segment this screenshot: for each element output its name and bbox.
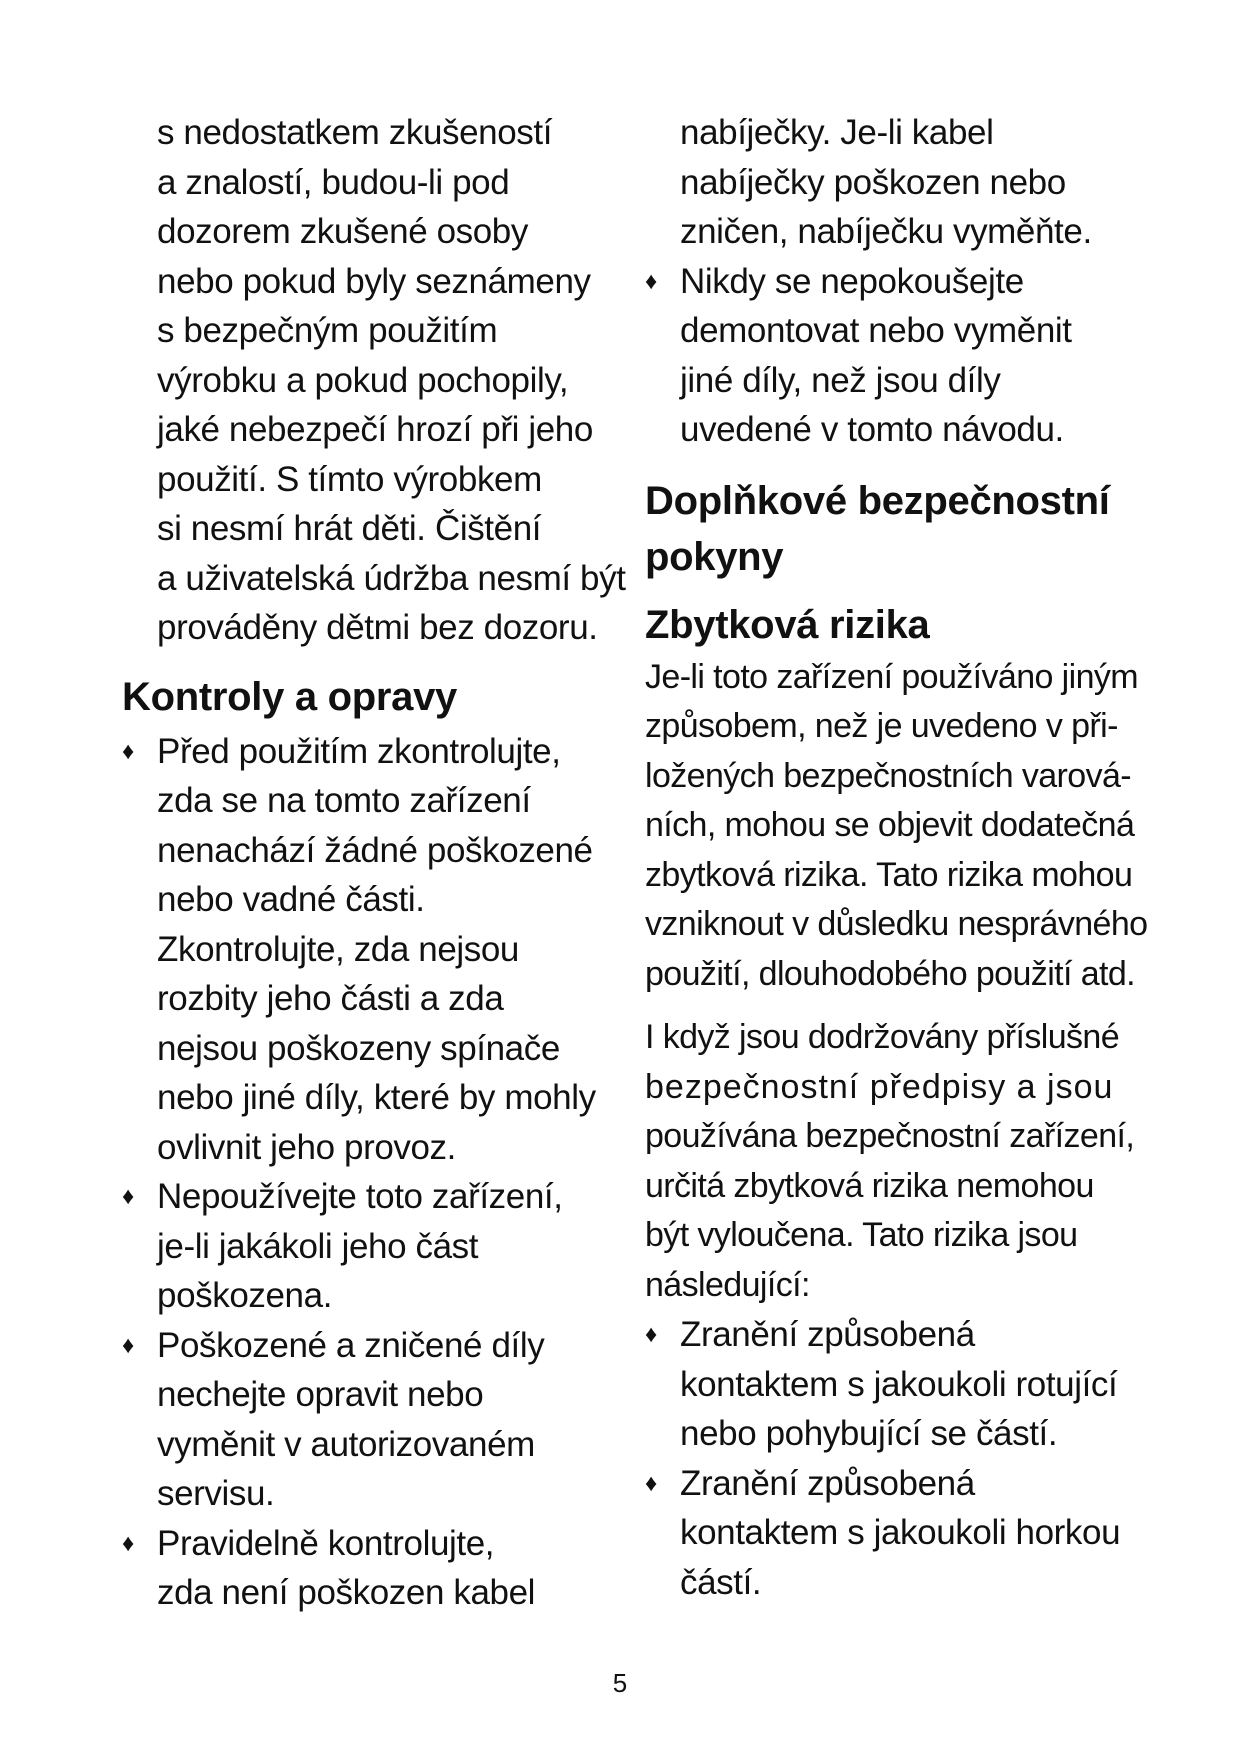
text-line: nebo pokud byly seznámeny: [157, 261, 591, 301]
diamond-bullet-icon: ♦: [645, 1469, 658, 1497]
bullet-item-repair-service: [122, 1321, 610, 1519]
text-line: zbytková rizika. Tato rizika mohou: [645, 855, 1133, 894]
text-line: způsobem, než je uvedeno v při-: [645, 707, 1118, 745]
section-heading-additional-safety: [645, 473, 1135, 585]
text-line: nabíječky poškozen nebo: [680, 162, 1066, 202]
heading-line: pokyny: [645, 534, 784, 579]
text-line: nechejte opravit nebo: [157, 1375, 484, 1414]
intro-paragraph: [122, 108, 626, 653]
text-line: nenachází žádné poškozené: [157, 830, 593, 870]
text-line: ložených bezpečnostních varová-: [645, 756, 1132, 795]
heading-line: Doplňkové bezpečnostní: [645, 478, 1110, 523]
text-line: Nepoužívejte toto zařízení,: [157, 1177, 563, 1216]
text-line: uvedené v tomto návodu.: [680, 410, 1064, 449]
text-line: jiné díly, než jsou díly: [680, 360, 1001, 400]
bullet-item-check-before-use: [122, 727, 610, 1173]
text-line: I když jsou dodržovány příslušné: [645, 1018, 1120, 1056]
section-heading-residual-risks: Zbytková rizika: [645, 602, 930, 647]
paragraph-residual-risks-intro: [645, 653, 1148, 1000]
text-line: poškozena.: [157, 1276, 333, 1315]
text-line: zda není poškozen kabel: [157, 1573, 536, 1612]
diamond-bullet-icon: ♦: [122, 1331, 135, 1359]
diamond-bullet-icon: ♦: [645, 1321, 658, 1348]
text-line: Zranění způsobená: [680, 1463, 975, 1503]
text-line: nejsou poškozeny spínače: [157, 1028, 560, 1068]
left-column: [122, 108, 626, 1618]
diamond-bullet-icon: ♦: [122, 1183, 135, 1210]
text-line: servisu.: [157, 1474, 275, 1513]
paragraph-residual-risks-list-intro: [645, 1013, 1135, 1310]
text-line: částí.: [680, 1562, 762, 1602]
diamond-bullet-icon: ♦: [122, 737, 135, 765]
bullet-item-hot-parts: [645, 1459, 1135, 1608]
text-line: výrobku a pokud pochopily,: [157, 360, 569, 400]
text-line: kontaktem s jakoukoli rotující: [680, 1364, 1118, 1404]
text-line: a znalostí, budou-li pod: [157, 162, 510, 202]
text-line: nabíječky. Je-li kabel: [680, 113, 994, 152]
text-line: Zkontrolujte, zda nejsou: [157, 929, 520, 969]
text-line: a uživatelská údržba nesmí být: [157, 558, 626, 598]
text-line: následující:: [645, 1265, 810, 1304]
text-line: být vyloučena. Tato rizika jsou: [645, 1216, 1078, 1254]
text-line: Je-li toto zařízení používáno jiným: [645, 657, 1139, 696]
text-line: zničen, nabíječku vyměňte.: [680, 212, 1092, 251]
page-number: 5: [612, 1668, 628, 1698]
text-line: vyměnit v autorizovaném: [157, 1424, 535, 1464]
diamond-bullet-icon: ♦: [645, 267, 658, 295]
text-line: demontovat nebo vyměnit: [680, 311, 1072, 350]
text-line: s nedostatkem zkušeností: [157, 113, 553, 152]
bullet-item-rotating-parts: [645, 1310, 1135, 1459]
text-line: použití. S tímto výrobkem: [157, 459, 542, 499]
text-line: určitá zbytková rizika nemohou: [645, 1166, 1094, 1205]
text-line: nebo jiné díly, které by mohly: [157, 1078, 596, 1117]
text-line: si nesmí hrát děti. Čištění: [157, 509, 542, 548]
text-line: Pravidelně kontrolujte,: [157, 1523, 495, 1563]
text-line: jaké nebezpečí hrozí při jeho: [157, 410, 593, 449]
text-line: ních, mohou se objevit dodatečná: [645, 806, 1135, 844]
text-line: Zranění způsobená: [680, 1315, 975, 1354]
bullet-item-do-not-use-damaged: [122, 1172, 610, 1321]
text-line: Před použitím zkontrolujte,: [157, 731, 561, 771]
bullet-item-check-cable: [122, 1519, 610, 1618]
text-line: Nikdy se nepokoušejte: [680, 261, 1024, 301]
continuation-paragraph: [645, 108, 1135, 257]
text-line: s bezpečným použitím: [157, 311, 498, 350]
section-heading-checks-repairs: Kontroly a opravy: [122, 674, 457, 719]
text-line: použití, dlouhodobého použití atd.: [645, 954, 1135, 993]
text-line: zda se na tomto zařízení: [157, 781, 531, 820]
text-line: prováděny dětmi bez dozoru.: [157, 608, 598, 647]
text-line: Poškozené a zničené díly: [157, 1325, 545, 1365]
diamond-bullet-icon: ♦: [122, 1529, 135, 1557]
text-line: vzniknout v důsledku nesprávného: [645, 905, 1148, 943]
text-line: bezpečnostní předpisy a jsou: [645, 1067, 1114, 1106]
text-line: nebo pohybující se částí.: [680, 1414, 1058, 1453]
text-line: ovlivnit jeho provoz.: [157, 1127, 456, 1167]
bullet-item-never-disassemble: [645, 257, 1135, 455]
text-line: dozorem zkušené osoby: [157, 212, 528, 251]
text-line: je-li jakákoli jeho část: [157, 1226, 479, 1266]
right-column: [645, 108, 1148, 1607]
text-line: používána bezpečnostní zařízení,: [645, 1117, 1135, 1155]
text-line: nebo vadné části.: [157, 880, 425, 919]
text-line: kontaktem s jakoukoli horkou: [680, 1513, 1121, 1552]
text-line: rozbity jeho části a zda: [157, 979, 504, 1018]
